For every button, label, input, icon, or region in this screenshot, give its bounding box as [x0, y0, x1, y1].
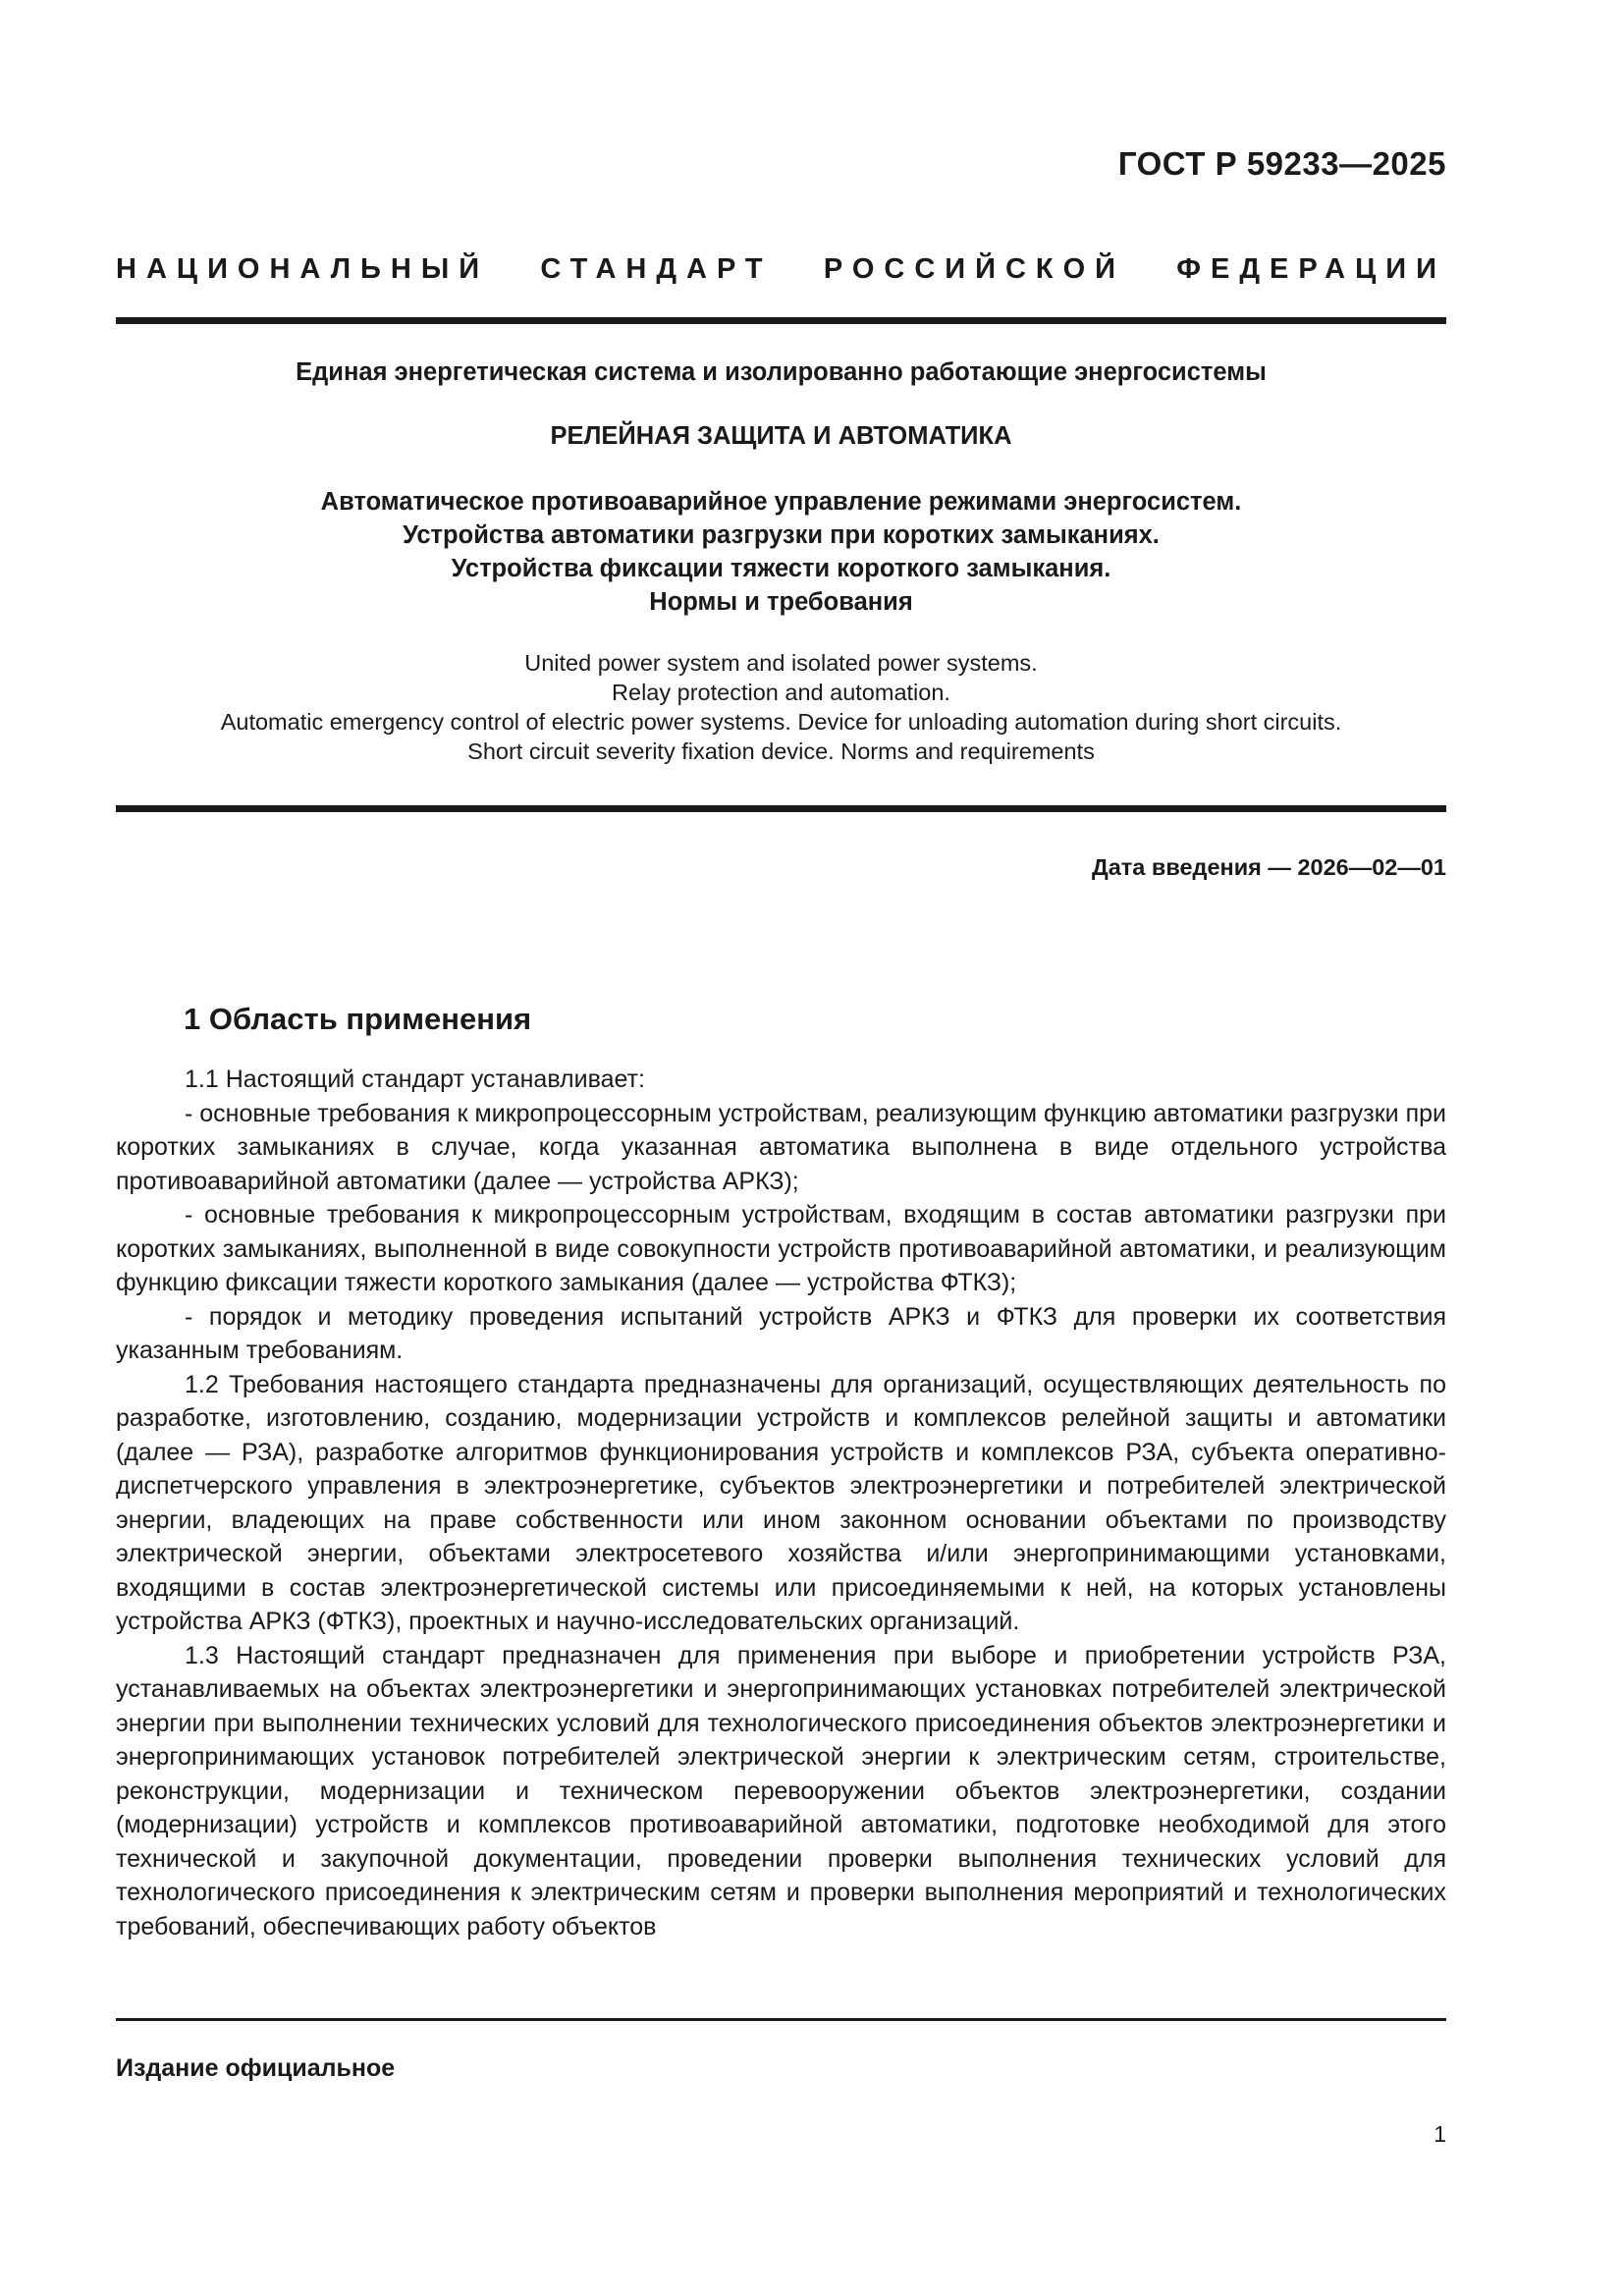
title-line: Устройства автоматики разгрузки при коротких замыканиях.	[403, 521, 1160, 549]
english-title-line: Automatic emergency control of electric power systems. Device for unloading automation during short circuits.	[220, 709, 1342, 735]
title-line: Устройства фиксации тяжести короткого замыкания.	[451, 555, 1111, 582]
section-heading: 1 Область применения	[184, 1002, 532, 1036]
paragraph: - основные требования к микропроцессорным устройствам, входящим в состав автоматики разгрузки при коротких замыканиях, выполненной в виде совокупности устройств противоаварийной автоматики, и реализующим функцию фиксации тяжести короткого замыкания (далее — устройства ФТКЗ);	[116, 1201, 1446, 1296]
english-title-line: Short circuit severity fixation device. Norms and requirements	[467, 738, 1095, 764]
paragraph: - основные требования к микропроцессорным устройствам, реализующим функцию автоматики разгрузки при коротких замыканиях в случае, когда указанная автоматика выполнена в виде отдельного устройства противоаварийной автоматики (далее — устройства АРКЗ);	[116, 1099, 1446, 1195]
standard-title-en	[116, 648, 1446, 766]
english-title-line: United power system and isolated power systems.	[524, 650, 1038, 676]
official-edition-label: Издание официальное	[116, 2054, 396, 2082]
national-standard-title: НАЦИОНАЛЬНЫЙ СТАНДАРТ РОССИЙСКОЙ ФЕДЕРАЦИИ	[116, 253, 1446, 285]
middle-divider	[116, 805, 1446, 812]
standard-series: Единая энергетическая система и изолированно работающие энергосистемы	[296, 358, 1267, 386]
title-line: Нормы и требования	[649, 588, 913, 616]
standard-title-ru	[116, 485, 1446, 619]
paragraph: 1.2 Требования настоящего стандарта предназначены для организаций, осуществляющих деятельность по разработке, изготовлению, созданию, модернизации устройств и комплексов релейной защиты и автоматики (далее — РЗА), разработке алгоритмов функционирования устройств и комплексов РЗА, субъекта оперативно-диспетчерского управления в электроэнергетике, субъектов электроэнергетики и потребителей электрической энергии, владеющих на праве собственности или ином законном основании объектами по производству электрической энергии, объектами электросетевого хозяйства и/или энергопринимающими установками, входящими в состав электроэнергетической системы или присоединяемыми к ней, на которых установлены устройства АРКЗ (ФТКЗ), проектных и научно-исследовательских организаций.	[116, 1370, 1446, 1635]
standard-subject: РЕЛЕЙНАЯ ЗАЩИТА И АВТОМАТИКА	[550, 422, 1012, 450]
top-divider	[116, 317, 1446, 324]
paragraph: 1.3 Настоящий стандарт предназначен для применения при выборе и приобретении устройств РЗА, устанавливаемых на объектах электроэнергетики и энергопринимающих установках потребителей электрической энергии при выполнении технических условий для технологического присоединения объектов электроэнергетики и энергопринимающих установок потребителей электрической энергии к электрическим сетям, строительстве, реконструкции, модернизации и техническом перевооружении объектов электроэнергетики, создании (модернизации) устройств и комплексов противоаварийной автоматики, подготовке необходимой для этого технической и закупочной документации, проведении проверки выполнения технических условий для технологического присоединения к электрическим сетям и проверки выполнения мероприятий и технологических требований, обеспечивающих работу объектов	[116, 1641, 1446, 1941]
introduction-date: Дата введения — 2026—02—01	[1091, 854, 1446, 880]
section-body	[116, 1063, 1446, 1943]
page-number: 1	[1434, 2121, 1446, 2147]
english-title-line: Relay protection and automation.	[612, 680, 950, 705]
paragraph: - порядок и методику проведения испытаний устройств АРКЗ и ФТКЗ для проверки их соответствия указанным требованиям.	[116, 1302, 1446, 1364]
gost-number: ГОСТ Р 59233—2025	[1117, 145, 1446, 182]
paragraph: 1.1 Настоящий стандарт устанавливает:	[185, 1066, 645, 1093]
title-line: Автоматическое противоаварийное управление режимами энергосистем.	[320, 488, 1242, 516]
footer-divider	[116, 2018, 1446, 2021]
